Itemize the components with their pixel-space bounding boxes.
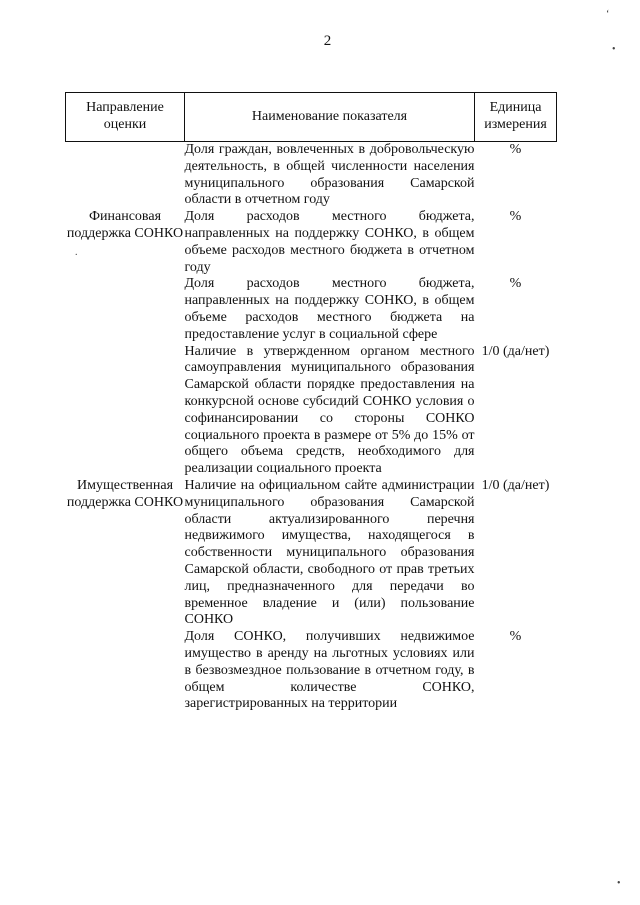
indicators-table bbox=[65, 92, 557, 713]
table-header-row bbox=[66, 93, 557, 142]
indicator-cell: Доля граждан, вовлеченных в добровольческую деятельность, в общей численности населения муниципального образования Самарской области в отчетном году bbox=[184, 142, 475, 208]
indicator-cell: Наличие на официальном сайте администрации муниципального образования Самарской области актуализированного перечня недвижимого имущества, находящегося в собственности муниципального образования Самарской области, свободного от прав третьих лиц, предназначенного для передачи во временное владение и (или) пользование СОНКО bbox=[184, 477, 475, 628]
direction-cell: Имущественная поддержка СОНКО bbox=[66, 477, 184, 510]
margin-dot: • bbox=[617, 878, 621, 889]
table-row bbox=[66, 629, 557, 713]
direction-cell bbox=[66, 629, 185, 713]
indicator-cell: Доля расходов местного бюджета, направленных на поддержку СОНКО, в общем объеме расходов местного бюджета в отчетном году bbox=[184, 209, 475, 275]
direction-cell bbox=[66, 142, 185, 210]
table-row bbox=[66, 344, 557, 478]
margin-dot: • bbox=[612, 44, 616, 55]
unit-cell: % bbox=[509, 142, 522, 157]
unit-cell: % bbox=[509, 629, 522, 645]
indicator-cell: Доля СОНКО, получивших недвижимое имущество в аренду на льготных условиях или в безвозмездное пользование в отчетном году, в общем количестве СОНКО, зарегистрированных на территории bbox=[184, 629, 475, 712]
table-row bbox=[66, 209, 557, 276]
unit-cell: % bbox=[509, 276, 522, 292]
direction-cell bbox=[66, 344, 185, 478]
table-row bbox=[66, 276, 557, 343]
direction-cell bbox=[66, 276, 185, 343]
margin-dot: . bbox=[75, 247, 78, 258]
table-row bbox=[66, 142, 557, 210]
indicator-cell: Доля расходов местного бюджета, направленных на поддержку СОНКО, в общем объеме расходов местного бюджета на предоставление услуг в социальной сфере bbox=[184, 276, 475, 342]
direction-cell: Финансовая поддержка СОНКО bbox=[66, 209, 184, 241]
unit-cell: % bbox=[509, 209, 522, 225]
page-number: 2 bbox=[323, 33, 332, 49]
table-row bbox=[66, 478, 557, 629]
unit-cell: 1/0 (да/нет) bbox=[481, 343, 550, 359]
indicator-cell: Наличие в утвержденном органом местного самоуправления муниципального образования Самарской области порядке предоставления на конкурсной основе субсидий СОНКО условия о софинансировании со стороны СОНКО социального проекта в размере от 5% до 15% от общего объема средств, необходимого для реализации социального проекта bbox=[184, 343, 475, 477]
corner-mark: ‘ bbox=[606, 9, 610, 20]
header-unit: Единица измерения bbox=[475, 93, 557, 142]
header-indicator: Наименование показателя bbox=[185, 93, 475, 142]
header-direction: Направление оценки bbox=[66, 93, 185, 142]
unit-cell: 1/0 (да/нет) bbox=[481, 477, 550, 493]
